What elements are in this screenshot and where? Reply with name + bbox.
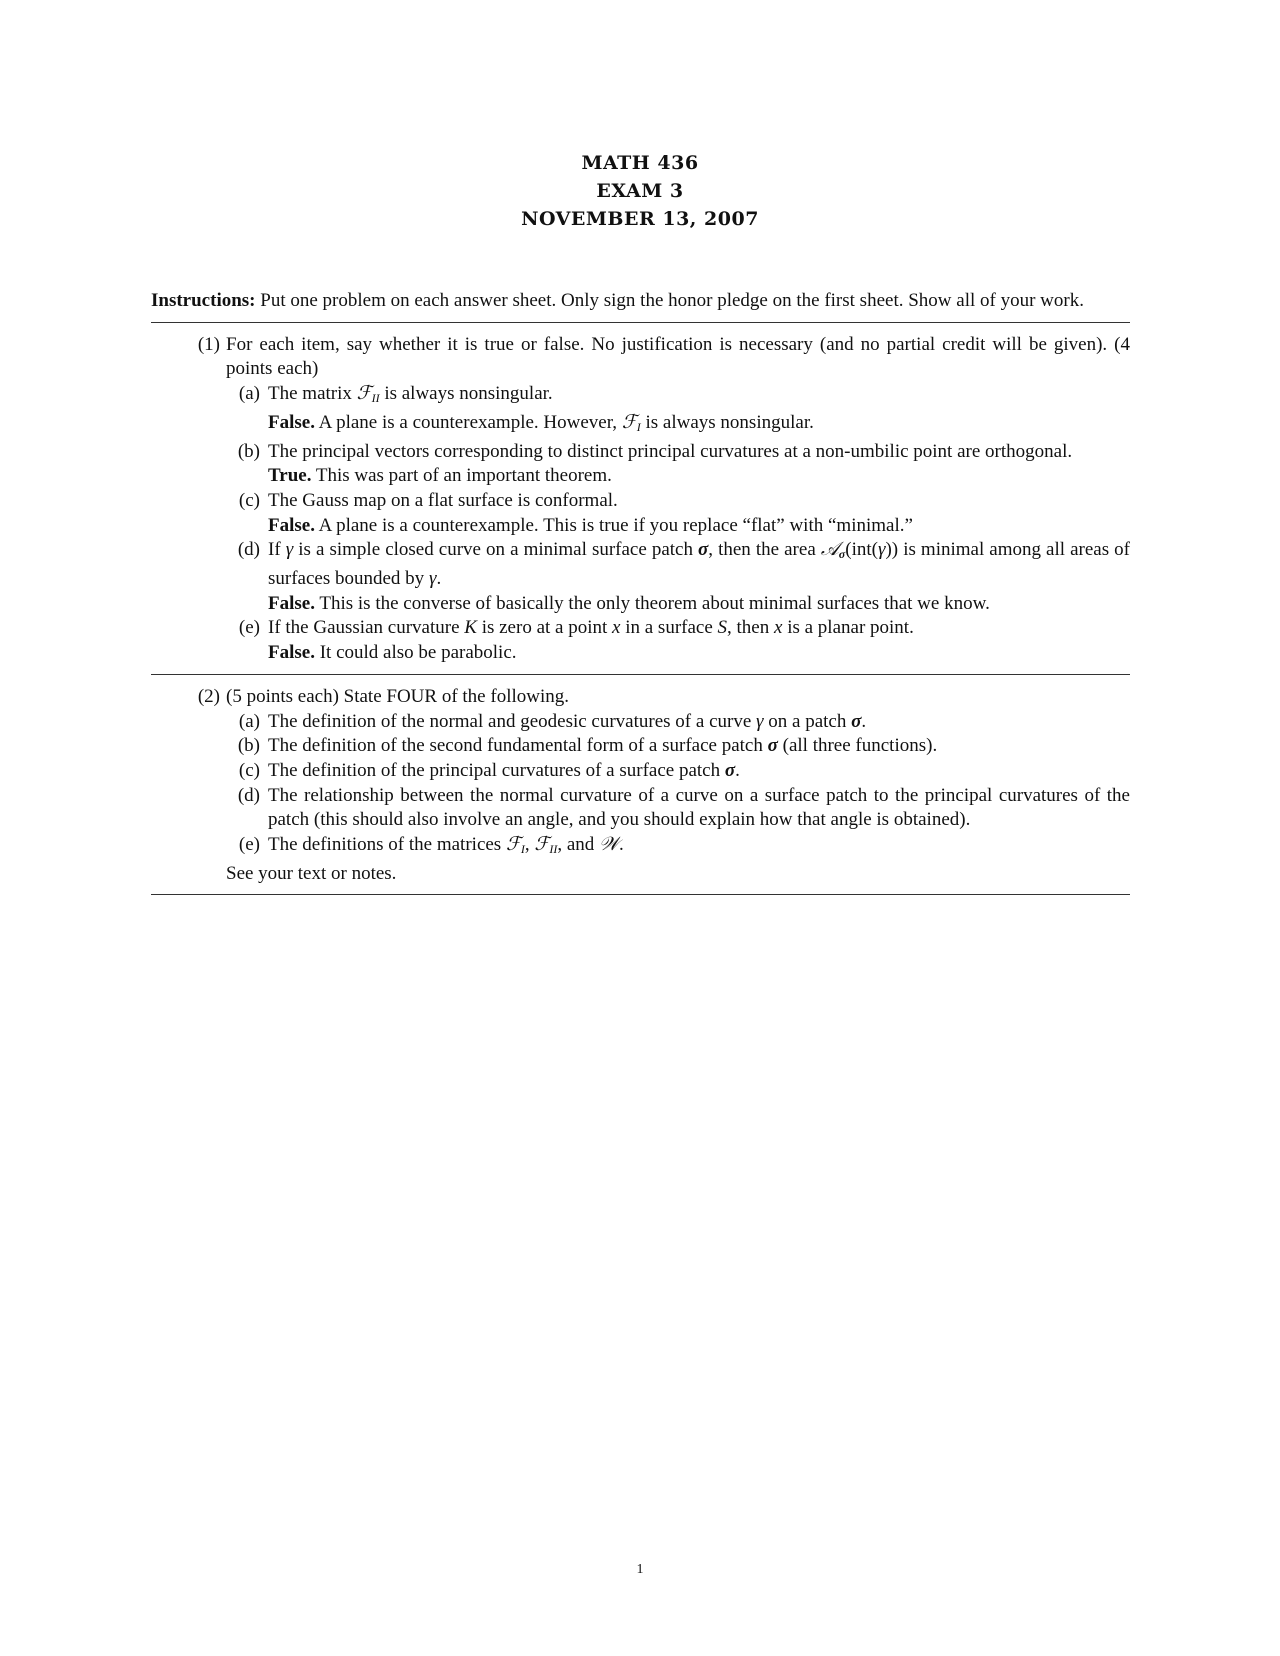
item-body [268,538,1130,616]
item-text: The definitions of the matrices [268,834,506,856]
item-body [268,833,1130,862]
item-label: (d) [237,539,260,561]
item-body [268,440,1130,489]
question-text: is a simple closed curve on a minimal surface patch [293,539,699,561]
item-answer [268,411,1130,440]
math-symbol: ℱ [621,411,637,433]
answer-text: This was part of an important theorem. [311,465,612,487]
math-subscript: II [549,842,558,857]
question-text: , then the area [708,539,821,561]
math-symbol: γ [877,539,886,561]
item-text: The definition of the principal curvatures of a surface patch [268,759,725,781]
item-body [268,759,1130,784]
list-item [226,784,1130,833]
item-answer [268,464,1130,489]
math-symbol: 𝒜 [820,539,839,561]
math-symbol: ℱ [505,834,521,856]
list-item [226,538,1130,616]
list-item [226,440,1130,489]
item-answer [268,592,1130,617]
item-question [268,382,1130,411]
closing-note: See your text or notes. [226,862,397,884]
item-text: The definition of the second fundamental form of a surface patch [268,735,768,757]
question-text: If [268,539,286,561]
page-number: 1 [636,1562,644,1577]
math-symbol: σ [851,710,862,732]
answer-text: It could also be parabolic. [314,642,517,664]
answer-verdict: False. [268,592,315,614]
math-subscript: I [520,842,525,857]
instructions-label: Instructions: [151,290,256,311]
question-text: (int( [845,539,878,561]
item-body [268,734,1130,759]
answer-text: A plane is a counterexample. This is true if you replace “flat” with “minimal.” [314,514,913,536]
item-label: (e) [238,834,260,856]
problem-prompt: (5 points each) State FOUR of the following. [226,685,570,707]
math-symbol: 𝒲 [599,834,619,856]
divider [151,322,1130,323]
question-text: , then [727,617,774,639]
math-symbol: σ [767,735,778,757]
question-text: If the Gaussian curvature [268,617,465,639]
item-text: , and [557,834,600,856]
math-symbol: σ [724,759,736,781]
item-body [268,710,1130,735]
item-text: . [861,710,867,732]
list-item [226,489,1130,538]
item-body [268,382,1130,439]
problem-body [226,685,1130,887]
list-item [226,759,1130,784]
math-symbol: K [464,617,477,639]
problem-body [226,333,1130,666]
problem-2-items [226,710,1130,862]
item-label: (a) [238,383,260,405]
problem-number: (2) [197,685,220,707]
item-text: . [618,834,624,856]
question-text: The matrix [268,383,357,405]
answer-text: is always nonsingular. [640,411,814,433]
divider [151,894,1130,895]
item-label: (b) [237,440,260,462]
item-question: The Gauss map on a flat surface is conformal. [268,489,618,511]
problem-1-items [226,382,1130,666]
problem-number: (1) [197,333,220,355]
item-question [268,538,1130,591]
divider [151,674,1130,675]
math-symbol: γ [285,539,294,561]
instructions-text: Put one problem on each answer sheet. Only sign the honor pledge on the first sheet. Show all of your work. [255,290,1084,311]
item-text: on a patch [763,710,852,732]
item-body: The relationship between the normal curvature of a curve on a surface patch to the principal curvatures of the patch (this should also involve an angle, and you should explain how that angle is obtained). [268,784,1130,831]
item-label: (c) [238,759,260,781]
item-text: The definition of the normal and geodesic curvatures of a curve [268,710,757,732]
question-text: is always nonsingular. [379,383,553,405]
math-symbol: x [612,617,621,639]
answer-verdict: False. [268,514,315,536]
item-answer [268,514,1130,539]
item-text: , [524,834,535,856]
problem-prompt: For each item, say whether it is true or false. No justification is necessary (and no partial credit will be given). (4 points each) [226,333,1130,380]
exam-date: NOVEMBER 13, 2007 [521,208,759,230]
item-text: (all three functions). [777,735,938,757]
answer-verdict: False. [268,411,315,433]
item-question: The principal vectors corresponding to distinct principal curvatures at a non-umbilic point are orthogonal. [268,440,1073,462]
math-symbol: x [774,617,783,639]
item-question [268,616,1130,641]
problem-1 [151,333,1130,666]
item-body [268,489,1130,538]
math-symbol: ℱ [356,383,372,405]
question-text: . [436,568,442,590]
problem-2 [151,685,1130,887]
item-label: (e) [238,617,260,639]
list-item [226,616,1130,665]
math-subscript: σ [838,547,846,562]
list-item [226,833,1130,862]
math-subscript: II [371,391,380,406]
list-item [226,382,1130,439]
answer-verdict: False. [268,642,315,664]
question-text: is zero at a point [476,617,613,639]
item-label: (b) [237,735,260,757]
question-text: )) is minimal among all areas of surfaces bounded by [268,539,1130,590]
exam-title: EXAM 3 [596,180,684,202]
math-symbol: γ [428,568,437,590]
exam-content [151,289,1130,905]
instructions [151,289,1130,314]
item-answer [268,641,1130,666]
math-symbol: γ [756,710,764,732]
question-text: is a planar point. [782,617,914,639]
math-subscript: I [636,419,641,434]
answer-text: This is the converse of basically the only theorem about minimal surfaces that we know. [314,592,990,614]
item-label: (c) [238,489,260,511]
math-symbol: S [717,617,728,639]
math-symbol: σ [698,539,709,561]
item-text: . [735,759,740,781]
question-text: in a surface [620,617,718,639]
answer-verdict: True. [268,465,312,487]
course-title: MATH 436 [581,152,699,174]
item-label: (a) [238,710,260,732]
math-symbol: ℱ [534,834,550,856]
list-item [226,734,1130,759]
item-body [268,616,1130,665]
list-item [226,710,1130,735]
item-label: (d) [237,784,260,806]
answer-text: A plane is a counterexample. However, [314,411,622,433]
